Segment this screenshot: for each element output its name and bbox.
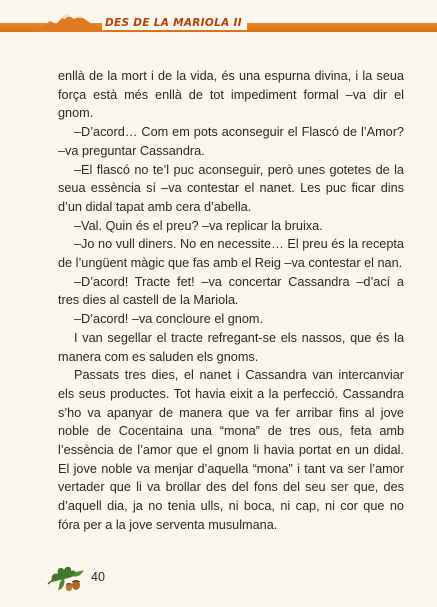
mountain-icon: [36, 10, 106, 32]
paragraph: Passats tres dies, el nanet i Cassandra van intercanviar els seus productes. Tot havia eixit a la perfecció. Cassandra s’ho va apanyar de manera que va fer arribar fins al jove noble de Cocentaina una “mona” de tres ous, feta amb l’essència de l’amor que el gnom li havia portat en un didal. El jove noble va menjar d’aquella “mona” i tant va ser l’amor vertader que li va brollar des del fons del seu ser que, des d’aquell dia, ja no tenia ulls, ni boca, ni cap, ni cor que no fóra per a la jove serventa musulmana.: [58, 368, 404, 532]
paragraph: –D’acord… Com em pots aconseguir el Flascó de l’Amor? –va preguntar Cassandra.: [58, 125, 404, 158]
paragraph: –Val. Quin és el preu? –va replicar la bruixa.: [74, 218, 323, 233]
header-title: DES DE LA MARIOLA II: [102, 16, 247, 30]
paragraph: I van segellar el tracte refregant-se els nassos, que és la manera com es saluden els gnoms.: [58, 330, 404, 364]
paragraph: –El flascó no te’l puc aconseguir, però unes gotetes de la seua essència sí –va contestar el nanet. Les puc ficar dins d’un didal tapat amb cera d’abella.: [58, 162, 404, 214]
page-number: 40: [91, 570, 105, 584]
body-text: [58, 67, 404, 535]
running-header: [0, 10, 437, 34]
paragraph: –D’acord! –va concloure el gnom.: [74, 312, 264, 327]
paragraph: enllà de la mort i de la vida, és una espurna divina, i la seua força està més enllà de tot impediment formal –va dir el gnom.: [58, 69, 404, 121]
paragraph: –Jo no vull diners. No en necessite… El preu és la recepta de l’ungüent màgic que fas amb el Reig –va contestar el nan.: [58, 237, 404, 271]
oak-leaf-acorn-icon: [44, 554, 88, 594]
paragraph: –D’acord! Tracte fet! –va concertar Cassandra –d’ací a tres dies al castell de la Mariola.: [58, 274, 404, 308]
